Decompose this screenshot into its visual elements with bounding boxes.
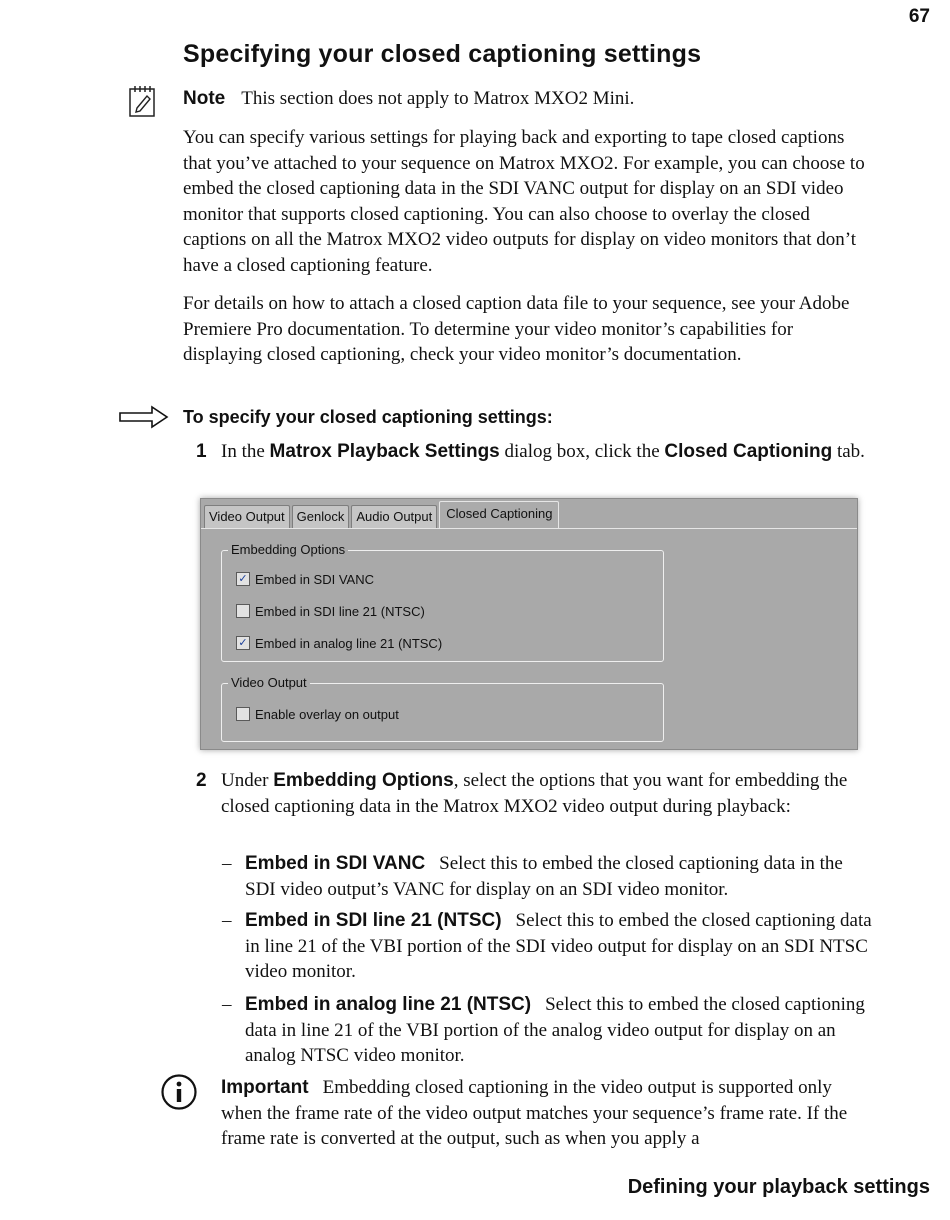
bullet-dash: – [222, 994, 232, 1015]
tab-video-output[interactable]: Video Output [204, 505, 290, 528]
note-text: This section does not apply to Matrox MXO2 Mini. [241, 88, 635, 109]
tab-panel [201, 528, 857, 749]
step-ui-term: Embedding Options [273, 770, 454, 791]
step-number: 2 [196, 770, 207, 791]
step-text: In the [221, 441, 270, 462]
bullet-embed-sdi-line21 [222, 908, 877, 985]
checkbox[interactable] [236, 604, 250, 618]
bullet-text: Select this to embed the closed captioning data in line 21 of the VBI portion of the SDI video output for display on an SDI NTSC video monitor. [245, 910, 872, 983]
checkbox-label: Embed in analog line 21 (NTSC) [255, 635, 443, 651]
bullet-text: Select this to embed the closed captioning data in line 21 of the VBI portion of the analog video output for display on an analog NTSC video monitor. [245, 994, 865, 1067]
group-label: Embedding Options [228, 542, 348, 558]
embed-sdi-line21-option[interactable] [236, 603, 425, 619]
tab-genlock[interactable]: Genlock [292, 505, 350, 528]
page-title: Specifying your closed captioning settings [183, 40, 702, 68]
bullet-lead: Embed in SDI line 21 (NTSC) [245, 910, 502, 931]
step-ui-term: Matrox Playback Settings [269, 441, 500, 462]
note-lead: Note [183, 88, 226, 109]
bullet-dash: – [222, 853, 232, 874]
bullet-lead: Embed in analog line 21 (NTSC) [245, 994, 532, 1015]
embedding-options-group [221, 542, 664, 662]
footer-section-title: Defining your playback settings [627, 1176, 930, 1198]
bullet-embed-sdi-vanc [222, 851, 877, 902]
bullet-embed-analog-line21 [222, 992, 877, 1069]
page-number: 67 [908, 6, 930, 27]
notepad-pencil-icon [128, 84, 156, 118]
details-paragraph: For details on how to attach a closed caption data file to your sequence, see your Adobe Premiere Pro documentation. To determine your video monitor’s capabilities for displaying closed captioning, check your video monitor’s documentation. [183, 293, 850, 366]
bullet-lead: Embed in SDI VANC [245, 853, 426, 874]
checkbox-label: Enable overlay on output [255, 706, 399, 722]
video-output-group [221, 675, 664, 742]
group-label: Video Output [228, 675, 310, 691]
enable-overlay-option[interactable] [236, 706, 399, 722]
step-text: tab. [832, 441, 865, 462]
bullet-text: Select this to embed the closed captioning data in the SDI video output’s VANC for display on an SDI video monitor. [245, 853, 843, 900]
embed-analog-line21-option[interactable] [236, 635, 442, 651]
important-notice [221, 1075, 875, 1152]
intro-paragraph: You can specify various settings for playing back and exporting to tape closed captions that you’ve attached to your sequence on Matrox MXO2. For example, you can choose to embed the closed captioning data in the SDI VANC output for display on an SDI video monitor that supports closed captioning. You can also choose to overlay the closed captions on all the Matrox MXO2 video outputs for display on video monitors that don’t have a closed captioning feature. [183, 127, 865, 276]
tab-audio-output[interactable]: Audio Output [351, 505, 437, 528]
info-circle-icon [160, 1073, 198, 1111]
checkbox-label: Embed in SDI line 21 (NTSC) [255, 603, 425, 619]
embed-sdi-vanc-option[interactable] [236, 571, 374, 587]
important-text: Embedding closed captioning in the video output is supported only when the frame rate of the video output matches your sequence’s frame rate. If the frame rate is converted at the output, such as when you apply a [221, 1077, 848, 1150]
procedure-title: To specify your closed captioning settings: [183, 407, 553, 427]
checkbox-label: Embed in SDI VANC [255, 571, 374, 587]
step-text: dialog box, click the [499, 441, 665, 462]
step-1 [196, 439, 876, 465]
step-text: Under [221, 770, 274, 791]
step-ui-term: Closed Captioning [664, 441, 833, 462]
tab-bar [204, 501, 561, 528]
checkbox[interactable]: ✓ [236, 636, 250, 650]
bullet-dash: – [222, 910, 232, 931]
note [183, 88, 634, 110]
closed-captioning-dialog-screenshot [200, 498, 858, 750]
checkbox[interactable]: ✓ [236, 572, 250, 586]
important-lead: Important [221, 1077, 309, 1098]
step-text: , select the options that you want for embedding the closed captioning data in the Matrox MXO2 video output during playback: [221, 770, 848, 817]
step-2 [196, 768, 876, 819]
procedure-arrow-icon [118, 405, 170, 429]
checkbox[interactable] [236, 707, 250, 721]
tab-closed-captioning[interactable]: Closed Captioning [439, 501, 559, 528]
step-number: 1 [196, 441, 207, 462]
